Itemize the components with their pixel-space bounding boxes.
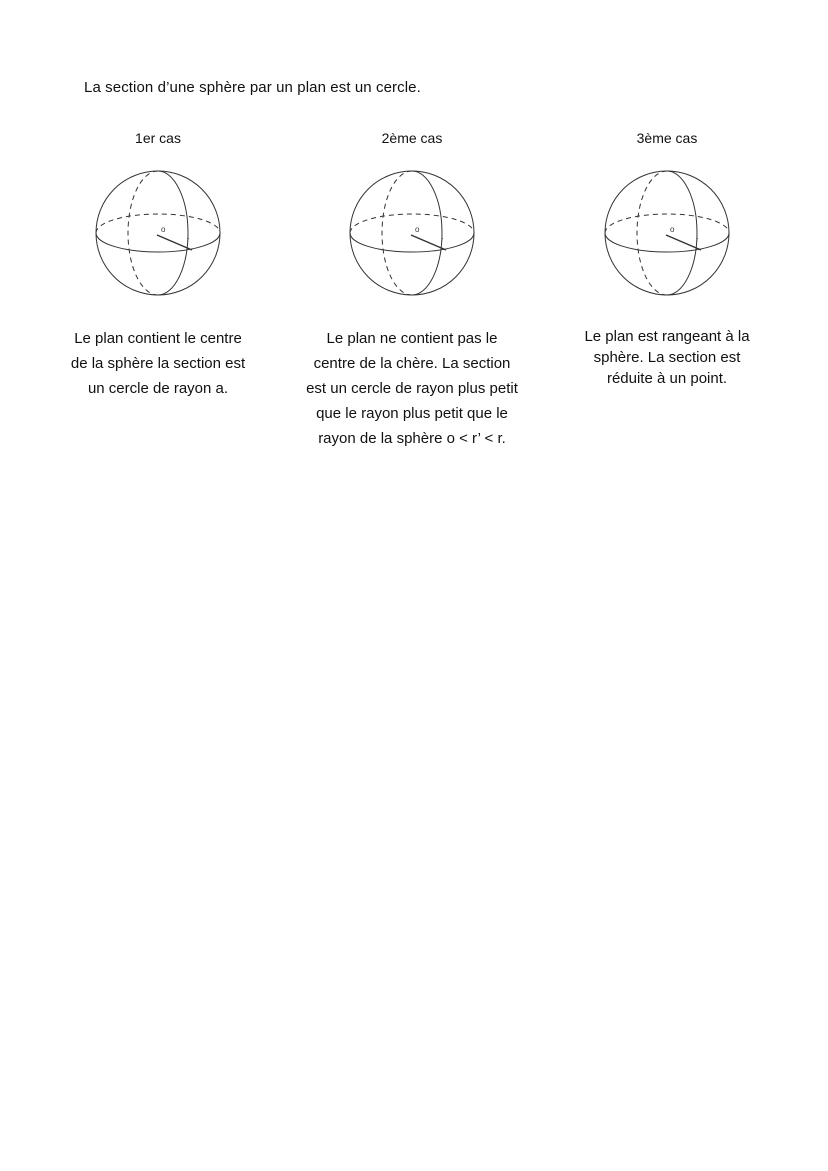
radius-label: r bbox=[696, 237, 699, 244]
center-label: o bbox=[415, 225, 420, 234]
case-title: 2ème cas bbox=[381, 130, 443, 146]
text-line: est un cercle de rayon plus petit bbox=[306, 380, 518, 397]
text-line: centre de la chère. La section bbox=[313, 355, 511, 372]
radius-label: r bbox=[441, 237, 444, 244]
sphere-outline bbox=[605, 171, 729, 295]
text-line: rayon de la sphère o < r’ < r. bbox=[318, 430, 506, 447]
equator-back bbox=[96, 214, 220, 233]
intro-text: La section d’une sphère par un plan est un cercle. bbox=[84, 79, 421, 96]
sphere-diagram bbox=[347, 168, 477, 298]
text-line: Le plan contient le centre bbox=[74, 330, 242, 347]
meridian-back bbox=[637, 171, 667, 295]
text-line: que le rayon plus petit que le bbox=[316, 405, 508, 422]
text-line: un cercle de rayon a. bbox=[87, 380, 229, 397]
sphere-diagram bbox=[602, 168, 732, 298]
case-description bbox=[547, 326, 787, 389]
sphere-diagram bbox=[93, 168, 223, 298]
meridian-back bbox=[128, 171, 158, 295]
text-line: Le plan ne contient pas le bbox=[326, 330, 498, 347]
case-description bbox=[292, 326, 532, 451]
case-title: 3ème cas bbox=[636, 130, 698, 146]
sphere-outline bbox=[96, 171, 220, 295]
center-label: o bbox=[670, 225, 675, 234]
text-line: réduite à un point. bbox=[606, 370, 728, 387]
center-label: o bbox=[161, 225, 166, 234]
case-title: 1er cas bbox=[135, 130, 181, 146]
meridian-back bbox=[382, 171, 412, 295]
equator-back bbox=[350, 214, 474, 233]
text-line: de la sphère la section est bbox=[70, 355, 246, 372]
radius-label: r bbox=[187, 237, 190, 244]
equator-back bbox=[605, 214, 729, 233]
text-line: Le plan est rangeant à la bbox=[584, 328, 750, 345]
sphere-outline bbox=[350, 171, 474, 295]
case-description bbox=[38, 326, 278, 401]
text-line: sphère. La section est bbox=[593, 349, 741, 366]
